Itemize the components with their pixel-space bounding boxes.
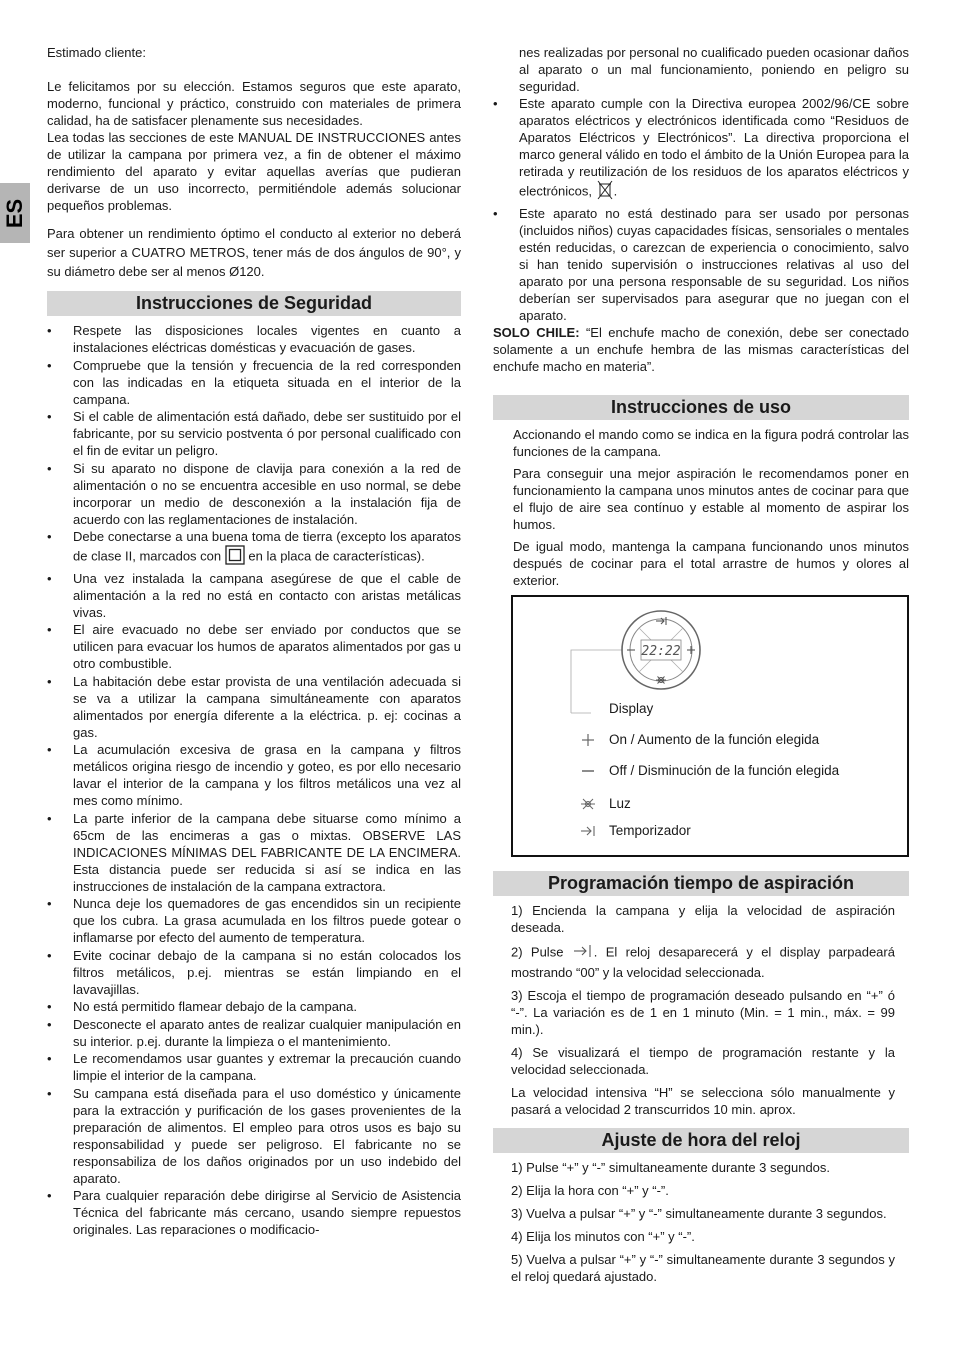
legend-timer (573, 822, 691, 839)
legend-off (573, 762, 839, 779)
list-item: • Desconecte el aparato antes de realizar cualquier manipulación en su interior. p.ej. durante la limpieza o el mantenimiento. (47, 1016, 461, 1050)
use-paragraph: De igual modo, mantenga la campana funcionando unos minutos después de cocinar para el total arrastre de humos y olores al exterior. (513, 539, 909, 588)
step: 3) Escoja el tiempo de programación deseado pulsando en “+” ó “-”. La variación es de 1 en 1 minuto (Min. = 1 min., máx. = 99 min.). (511, 988, 895, 1037)
list-item: • Compruebe que la tensión y frecuencia de la red corresponden con las indicadas en la etiqueta situada en el interior de la campana. (47, 357, 461, 408)
list-item: • La acumulación excesiva de grasa en la campana y filtros metálicos origina riesgo de incendio y goteo, es por ello necesario lavar el interior de la campana y los filtros metálicos una vez al mes como mínimo. (47, 741, 461, 809)
legend-light-label: Luz (609, 796, 631, 811)
list-item: • Su campana está diseñada para el uso doméstico y únicamente para la extracción y purificación de los gases provenientes de la preparación de alimentos. El empleo para otros usos es bajo su responsabilidad y puede ser peligroso. El fabricante no se responsabiliza de los daños originados por un uso indebido del aparato. (47, 1085, 461, 1187)
left-column (47, 44, 461, 1239)
use-instructions (493, 426, 909, 589)
list-item: • Para cualquier reparación debe dirigirse al Servicio de Asistencia Técnica del fabricante más cercano, usando siempre repuestos originales. Las reparaciones o modificacio- (47, 1187, 461, 1238)
timer-icon (572, 942, 594, 964)
step: 2) Elija la hora con “+” y “-”. (511, 1183, 669, 1198)
language-label: ES (2, 198, 28, 228)
note: La velocidad intensiva “H” se selecciona sólo manualmente y pasará a velocidad 2 transcurridos 10 min. aprox. (511, 1085, 895, 1117)
step: 4) Se visualizará el tiempo de programación restante y la velocidad seleccionada. (511, 1045, 895, 1077)
right-bullet-list (493, 95, 909, 324)
chile-label: SOLO CHILE: (493, 325, 580, 340)
list-item: • La parte inferior de la campana debe situarse como mínimo a 65cm de las encimeras a gas o mixtas. OBSERVE LAS INDICACIONES MÍNIMAS DEL FABRICANTE DE LA ENCIMERA. Esta distancia puede ser reducida si así se indica en las instrucciones de instalación de la campana extractora. (47, 810, 461, 895)
list-item-earth (47, 528, 461, 569)
chile-note (493, 324, 909, 375)
list-item: • No está permitido flamear debajo de la campana. (47, 998, 461, 1015)
use-paragraph: Para conseguir una mejor aspiración le recomendamos poner en funcionamiento la campana unos minutos antes de cocinar para que el flujo de aire sea contínuo y estable al momento de aspirar los humos. (513, 466, 909, 532)
legend-on (573, 731, 819, 748)
display-time: 22:22 (641, 644, 681, 659)
timer-icon (573, 824, 603, 838)
list-item: • Nunca deje los quemadores de gas encendidos sin un recipiente que los cubra. La grasa acumulada en los filtros puede gotear o inflamarse por efecto del aumento de temperatura. (47, 895, 461, 946)
plus-icon (573, 733, 603, 747)
control-panel-figure (511, 595, 909, 857)
programming-steps (493, 902, 909, 1118)
list-item-weee (493, 95, 909, 204)
clock-heading: Ajuste de hora del reloj (493, 1128, 909, 1153)
crossed-bin-icon (596, 180, 614, 204)
intro-paragraph-1: Le felicitamos por su elección. Estamos seguros que este aparato, moderno, funcional y práctico, construido con materiales de primera calidad, ha de satisfacer plenamente sus necesidades. (47, 79, 461, 128)
greeting: Estimado cliente: (47, 45, 146, 60)
list-item: • El aire evacuado no debe ser enviado por conductos que se utilicen para evacuar los humos de aparatos alimentados por gas u otro combustible. (47, 621, 461, 672)
language-tab (0, 183, 30, 243)
programming-heading: Programación tiempo de aspiración (493, 871, 909, 896)
legend-display (573, 700, 653, 717)
step: 3) Vuelva a pulsar “+” y “-” simultaneamente durante 3 segundos. (511, 1206, 887, 1221)
safety-list (47, 322, 461, 1238)
earth-text-b: en la placa de características). (248, 548, 425, 564)
light-icon (573, 797, 603, 811)
intro-paragraph-3: Para obtener un rendimiento óptimo el conducto al exterior no deberá ser superior a CUATRO METROS, tener más de dos ángulos de 90°, y su diámetro debe ser al menos Ø120. (47, 226, 461, 279)
step: 5) Vuelva a pulsar “+” y “-” simultaneamente durante 3 segundos y el reloj quedará ajustado. (511, 1252, 895, 1284)
legend (513, 597, 907, 855)
list-item: • Una vez instalada la campana asegúrese de que el cable de alimentación a la red no está en contacto con aristas metálicas vivas. (47, 570, 461, 621)
class-ii-icon (225, 545, 245, 569)
chile-text: “El enchufe macho de conexión, debe ser conectado solamente a un enchufe hembra de las mismas características del enchufe macho en materia”. (493, 325, 909, 374)
legend-on-label: On / Aumento de la función elegida (609, 732, 820, 747)
intro-paragraph-2: Lea todas las secciones de este MANUAL DE INSTRUCCIONES antes de utilizar la campana por primera vez, a fin de obtener el máximo rendimiento del aparato y evitar aquellas averías que pudieran derivarse de un uso incorrecto, permitiéndole además solucionar pequeños problemas. (47, 130, 461, 213)
right-column (493, 44, 909, 1291)
step-2-start: 2) Pulse (511, 944, 564, 960)
list-item: • Evite cocinar debajo de la campana si no están colocados los filtros metálicos, p.ej. mientras se están limpiando en el lavavajillas. (47, 947, 461, 998)
list-item: • Si el cable de alimentación está dañado, debe ser sustituido por el fabricante, por su servicio postventa ó por personal cualificado con el fin de evitar un peligro. (47, 408, 461, 459)
step-2-end: . El reloj desaparecerá y el display parpadeará mostrando “00” y la velocidad seleccionada. (511, 944, 895, 980)
weee-text: Este aparato cumple con la Directiva europea 2002/96/CE sobre aparatos eléctricos y electrónicos identificada como “Residuos de Aparatos Eléctricos y Electrónicos”. La directiva proporciona el marco general válido en todo el ámbito de la Unión Europea para la retirada y reutilización de los residuos de los aparatos eléctricos y electrónicos, (519, 96, 909, 199)
use-paragraph: Accionando el mando como se indica en la figura podrá controlar las funciones de la campana. (513, 427, 909, 459)
list-item: • Este aparato no está destinado para ser usado por personas (incluidos niños) cuyas capacidades físicas, sensoriales o mentales estén reducidas, o carezcan de experiencia o conocimiento, salvo si han tenido supervisión o instrucciones relativas al uso del aparato por una persona responsable de su seguridad. Los niños deberían ser supervisados para asegurar que no juegan con el aparato. (493, 205, 909, 324)
safety-heading: Instrucciones de Seguridad (47, 291, 461, 316)
legend-off-label: Off / Disminución de la función elegida (609, 763, 840, 778)
weee-text-end: . (613, 183, 618, 199)
minus-icon (573, 764, 603, 778)
step-timer (511, 942, 895, 981)
list-item: • Si su aparato no dispone de clavija para conexión a la red de alimentación o no se encuentra accesible en uso normal, se debe incorporar un medio de desconexión a la instalación fija de acuerdo con las reglamentaciones de instalación. (47, 460, 461, 528)
list-item: • Le recomendamos usar guantes y extremar la precaución cuando limpie el interior de la campana. (47, 1050, 461, 1084)
legend-display-label: Display (609, 701, 654, 716)
step: 1) Pulse “+” y “-” simultaneamente durante 3 segundos. (511, 1160, 831, 1175)
clock-steps (493, 1159, 909, 1285)
list-item: • Respete las disposiciones locales vigentes en cuanto a instalaciones eléctricas domésticas y evacuación de gases. (47, 322, 461, 356)
earth-text-a: Debe conectarse a una buena toma de tierra (excepto los aparatos de clase II, marcados con (73, 529, 461, 564)
repairs-continuation: nes realizadas por personal no cualificado pueden ocasionar daños al aparato o un mal funcionamiento, poniendo en peligro su seguridad. (519, 45, 909, 94)
use-heading: Instrucciones de uso (493, 395, 909, 420)
legend-light (573, 795, 631, 812)
list-item: • La habitación debe estar provista de una ventilación adecuada si se va a utilizar la campana simultáneamente con aparatos alimentados por energía diferente a la eléctrica. p. ej: cocinas a gas. (47, 673, 461, 741)
legend-timer-label: Temporizador (609, 823, 691, 838)
step: 4) Elija los minutos con “+” y “-”. (511, 1229, 695, 1244)
step: 1) Encienda la campana y elija la velocidad de aspiración deseada. (511, 903, 895, 935)
